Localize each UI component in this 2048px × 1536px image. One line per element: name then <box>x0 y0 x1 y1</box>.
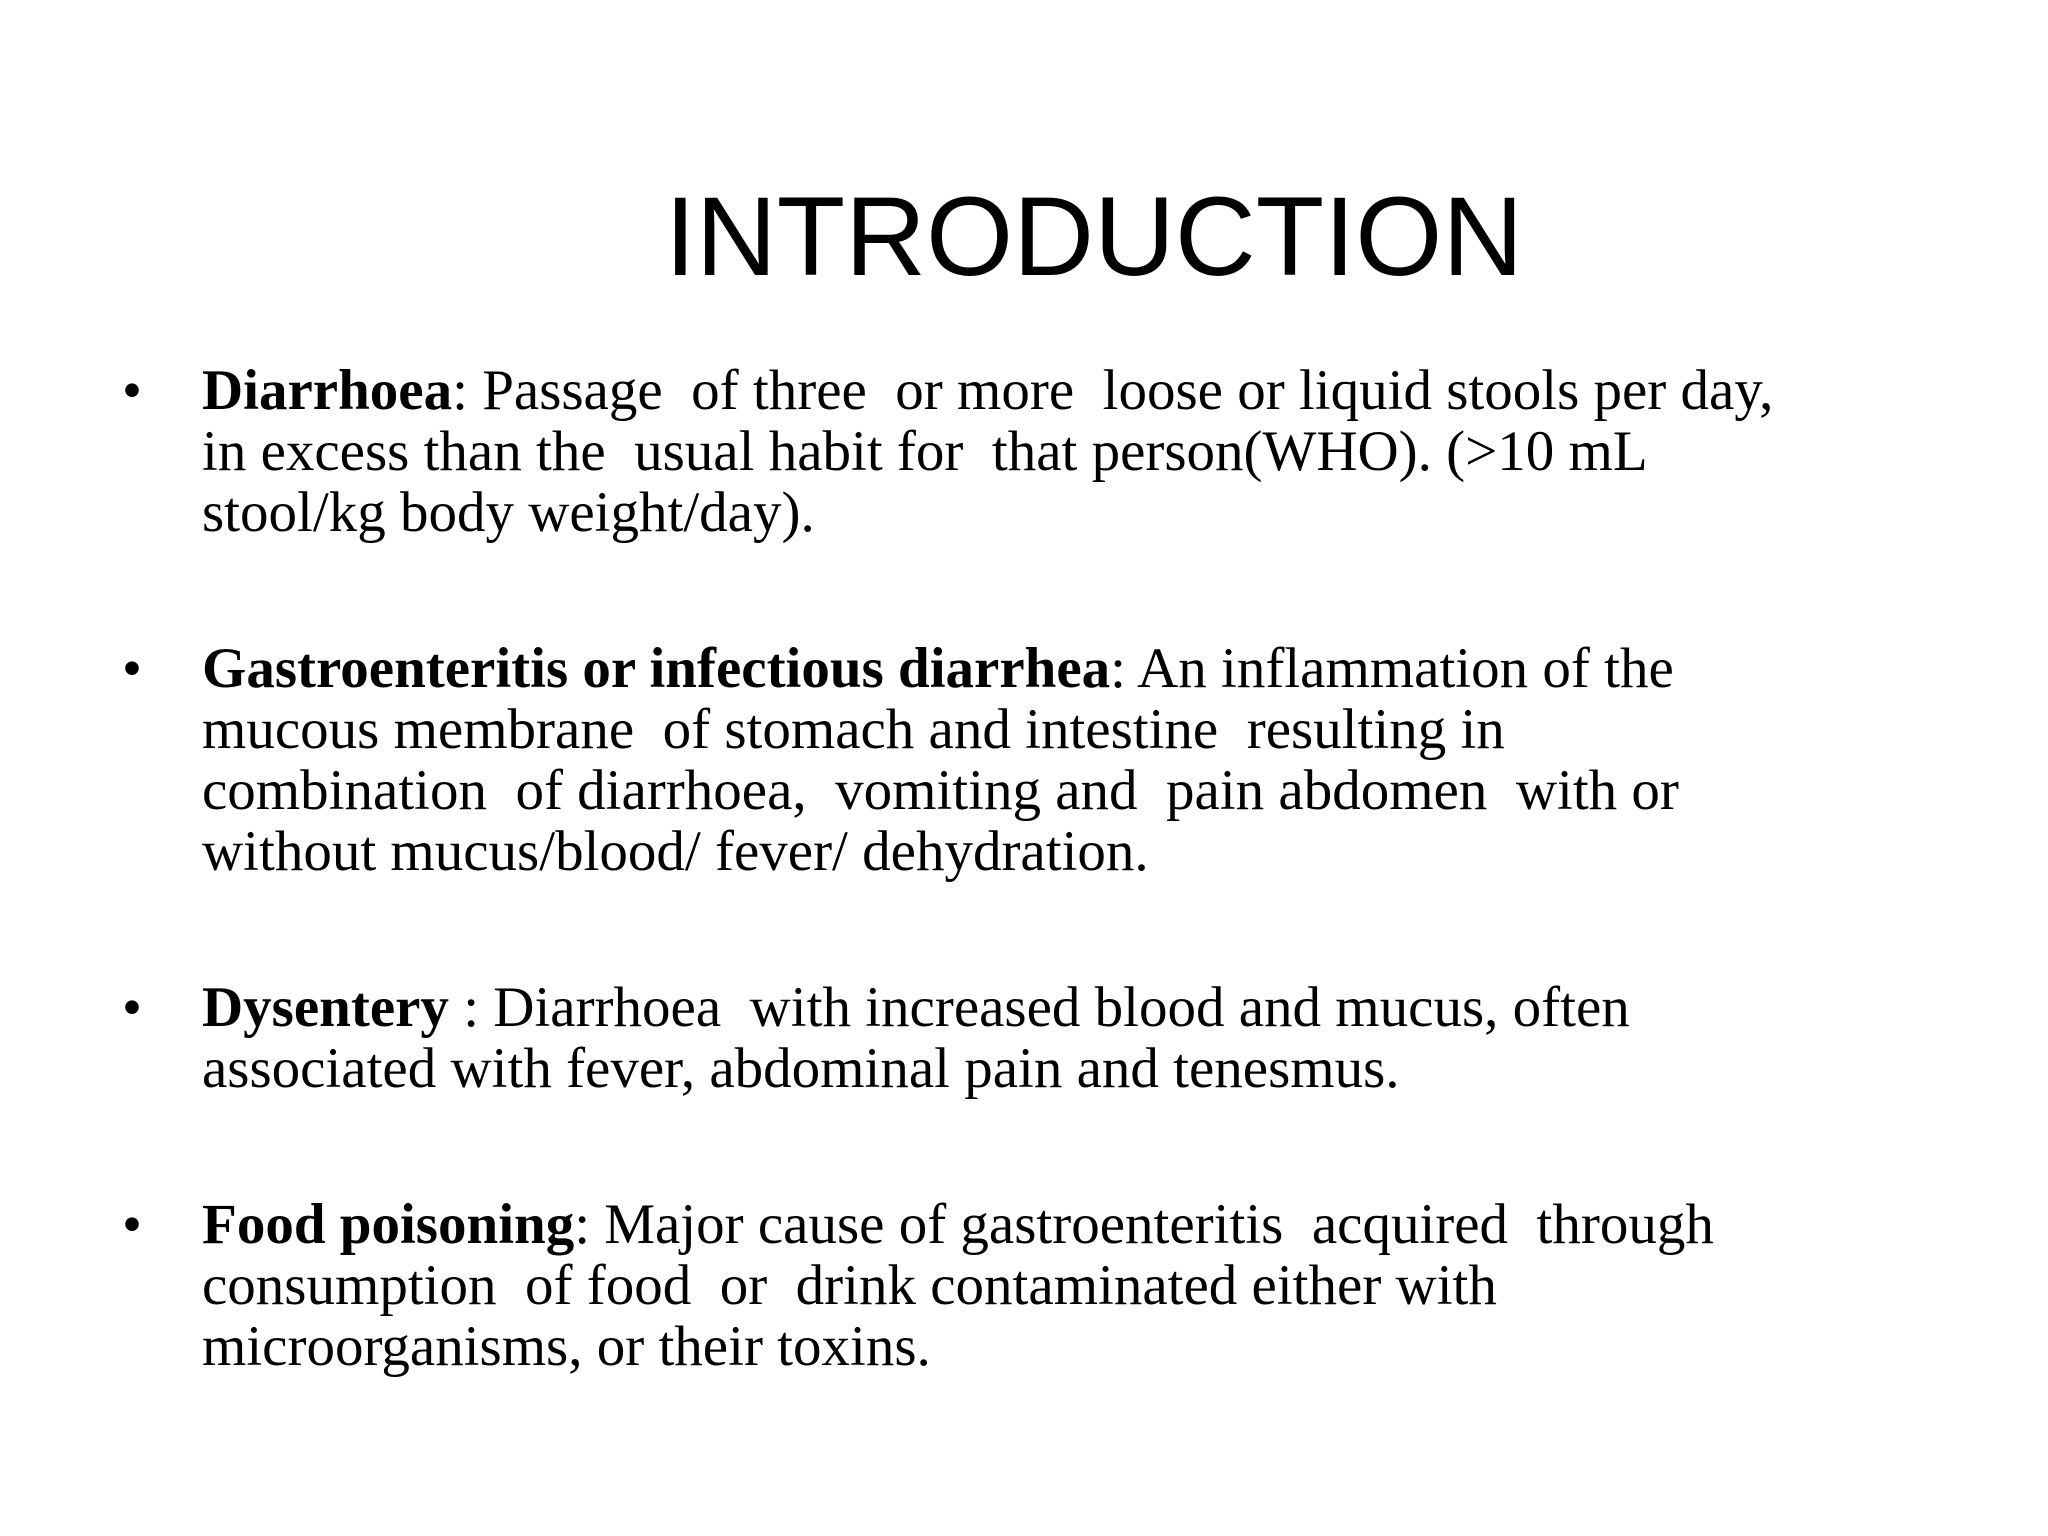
bullet-line: associated with fever, abdominal pain and tenesmus. <box>202 1037 1400 1100</box>
bullet-line: consumption of food or drink contaminated either with <box>202 1254 1497 1317</box>
bullet-first-line <box>202 638 1998 699</box>
bullet-icon: • <box>122 976 142 1039</box>
bullet-term: Food poisoning <box>202 1193 575 1256</box>
bullet-line: in excess than the usual habit for that person(WHO). (>10 mL <box>202 420 1648 483</box>
bullet-item-diarrhoea <box>0 360 2048 543</box>
bullet-item-dysentery <box>0 977 2048 1099</box>
bullet-item-gastroenteritis <box>0 638 2048 882</box>
bullet-line: combination of diarrhoea, vomiting and pain abdomen with or <box>202 759 1679 822</box>
slide-title: INTRODUCTION <box>664 174 1524 299</box>
bullet-first-line <box>202 360 1998 421</box>
bullet-list <box>0 360 2048 1472</box>
bullet-item-food-poisoning <box>0 1194 2048 1377</box>
bullet-icon: • <box>122 637 142 700</box>
bullet-line: without mucus/blood/ fever/ dehydration. <box>202 820 1149 883</box>
bullet-text: : Passage of three or more loose or liquid stools per day, <box>452 359 1774 422</box>
bullet-term: Gastroenteritis or infectious diarrhea <box>202 637 1111 700</box>
bullet-line: mucous membrane of stomach and intestine resulting in <box>202 698 1505 761</box>
bullet-line: stool/kg body weight/day). <box>202 481 815 544</box>
bullet-first-line <box>202 977 1998 1038</box>
bullet-text: : Major cause of gastroenteritis acquired through <box>574 1193 1714 1256</box>
bullet-icon: • <box>122 359 142 422</box>
bullet-text: : Diarrhoea with increased blood and mucus, often <box>448 976 1630 1039</box>
bullet-text: : An inflammation of the <box>1110 637 1674 700</box>
bullet-line: microorganisms, or their toxins. <box>202 1315 931 1378</box>
bullet-term: Diarrhoea <box>202 359 453 422</box>
bullet-term: Dysentery <box>202 976 449 1039</box>
bullet-first-line <box>202 1194 1998 1255</box>
bullet-icon: • <box>122 1193 142 1256</box>
